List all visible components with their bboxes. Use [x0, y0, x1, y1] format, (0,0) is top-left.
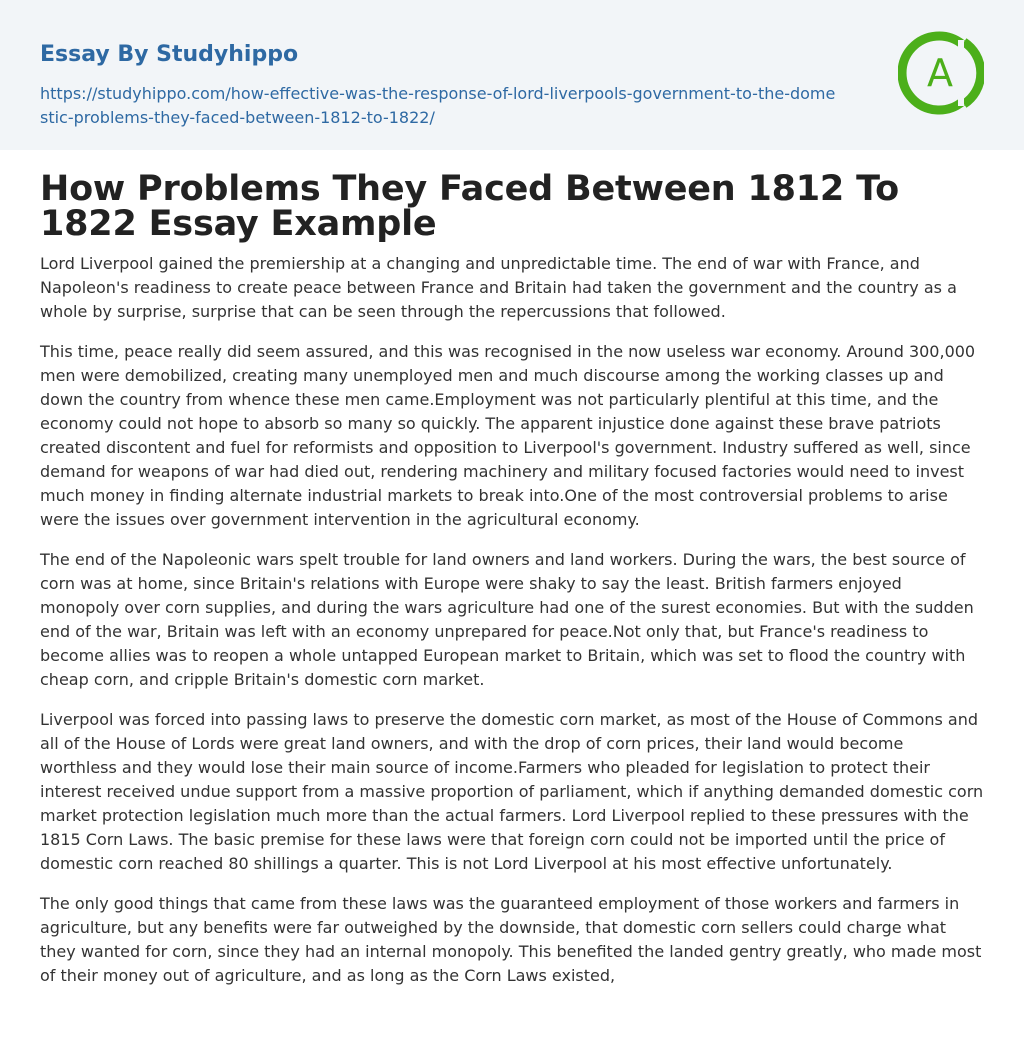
- site-header: [0, 0, 1024, 150]
- essay-content: [0, 150, 1024, 988]
- brand-title[interactable]: Essay By Studyhippo: [40, 42, 299, 67]
- essay-body: [40, 252, 984, 988]
- source-url-link[interactable]: https://studyhippo.com/how-effective-was-the-response-of-lord-liverpools-government-to-the-domestic-problems-they-faced-between-1812-to-1822/: [40, 84, 836, 127]
- logo-letter: A: [927, 51, 953, 95]
- essay-paragraph: The only good things that came from these laws was the guaranteed employment of those workers and farmers in agriculture, but any benefits were far outweighed by the downside, that domestic corn sellers could charge what they wanted for corn, since they had an internal monopoly. This benefited the landed gentry greatly, who made most of their money out of agriculture, and as long as the Corn Laws existed,: [40, 894, 982, 985]
- studyhippo-logo-icon[interactable]: [898, 30, 984, 116]
- essay-paragraph: Liverpool was forced into passing laws to preserve the domestic corn market, as most of the House of Commons and all of the House of Lords were great land owners, and with the drop of corn prices, their land would become worthless and they would lose their main source of income.Farmers who pleaded for legislation to protect their interest received undue support from a massive proportion of parliament, which if anything demanded domestic corn market protection legislation much more than the actual farmers. Lord Liverpool replied to these pressures with the 1815 Corn Laws. The basic premise for these laws were that foreign corn could not be imported until the price of domestic corn reached 80 shillings a quarter. This is not Lord Liverpool at his most effective unfortunately.: [40, 710, 984, 873]
- essay-paragraph: The end of the Napoleonic wars spelt trouble for land owners and land workers. During the wars, the best source of corn was at home, since Britain's relations with Europe were shaky to say the least. British farmers enjoyed monopoly over corn supplies, and during the wars agriculture had one of the surest economies. But with the sudden end of the war, Britain was left with an economy unprepared for peace.Not only that, but France's readiness to become allies was to reopen a whole untapped European market to Britain, which was set to flood the country with cheap corn, and cripple Britain's domestic corn market.: [40, 550, 974, 689]
- essay-title: How Problems They Faced Between 1812 To 1822 Essay Example: [40, 169, 899, 244]
- essay-paragraph: Lord Liverpool gained the premiership at a changing and unpredictable time. The end of war with France, and Napoleon's readiness to create peace between France and Britain had taken the government and the country as a whole by surprise, surprise that can be seen through the repercussions that followed.: [40, 254, 957, 321]
- essay-paragraph: This time, peace really did seem assured, and this was recognised in the now useless war economy. Around 300,000 men were demobilized, creating many unemployed men and much discourse among the working classes up and down the country from whence these men came.Employment was not particularly plentiful at this time, and the economy could not hope to absorb so many so quickly. The apparent injustice done against these brave patriots created discontent and fuel for reformists and opposition to Liverpool's government. Industry suffered as well, since demand for weapons of war had died out, rendering machinery and military focused factories would need to invest much money in finding alternate industrial markets to break into.One of the most controversial problems to arise were the issues over government intervention in the agricultural economy.: [40, 342, 976, 529]
